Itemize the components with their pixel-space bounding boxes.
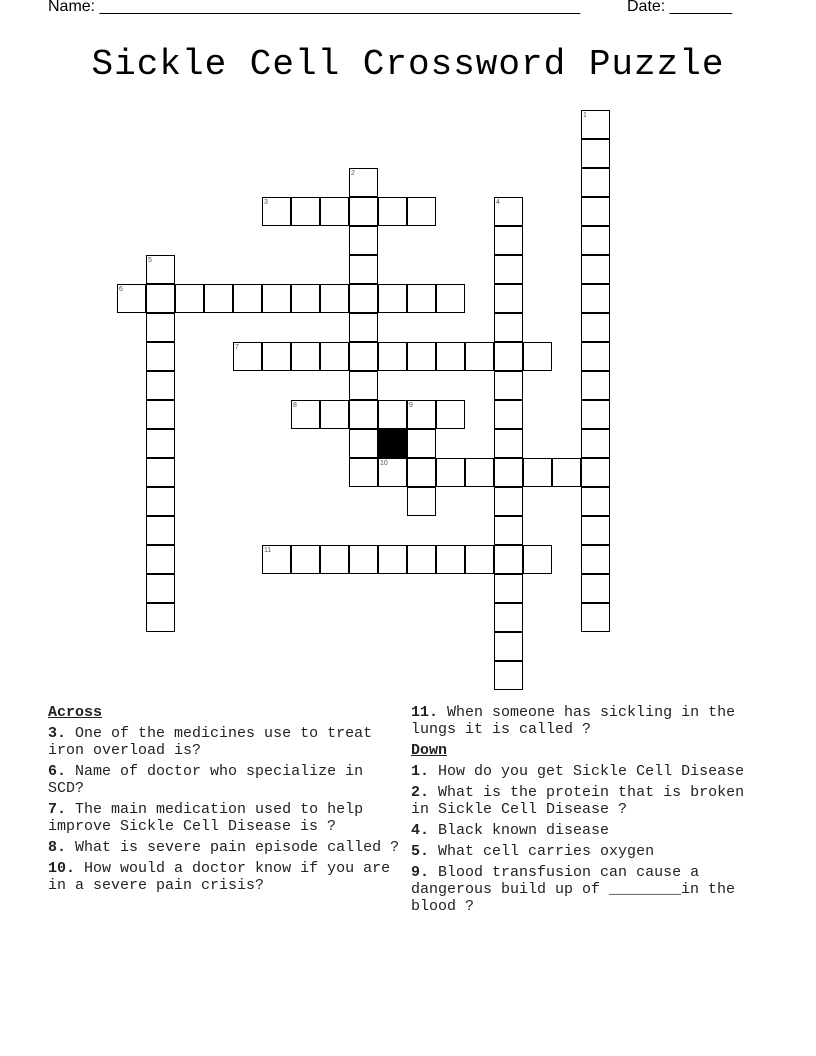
puzzle-title: Sickle Cell Crossword Puzzle: [91, 44, 725, 85]
grid-cell[interactable]: [581, 197, 610, 226]
clue-down-5: 5. What cell carries oxygen: [411, 843, 655, 860]
grid-cell[interactable]: [494, 284, 523, 313]
grid-cell[interactable]: [436, 458, 465, 487]
grid-cell[interactable]: [494, 226, 523, 255]
clue-number-11: 11: [264, 547, 272, 554]
grid-cell[interactable]: [291, 197, 320, 226]
grid-cell[interactable]: [349, 545, 378, 574]
grid-cell[interactable]: [494, 458, 523, 487]
grid-cell[interactable]: [262, 284, 291, 313]
clue-across-8: 8. What is severe pain episode called ?: [48, 839, 400, 856]
grid-cell[interactable]: [407, 545, 436, 574]
grid-cell[interactable]: [436, 284, 465, 313]
grid-cell[interactable]: [146, 545, 175, 574]
grid-cell[interactable]: [146, 458, 175, 487]
grid-cell[interactable]: [349, 458, 378, 487]
grid-cell[interactable]: [349, 197, 378, 226]
grid-cell[interactable]: [204, 284, 233, 313]
grid-cell[interactable]: [146, 400, 175, 429]
grid-cell[interactable]: [146, 574, 175, 603]
grid-cell[interactable]: [494, 255, 523, 284]
grid-cell[interactable]: [146, 603, 175, 632]
grid-cell[interactable]: [581, 168, 610, 197]
grid-cell[interactable]: [494, 516, 523, 545]
grid-cell[interactable]: [146, 342, 175, 371]
clue-number-6: 6: [119, 286, 123, 293]
grid-cell[interactable]: [349, 371, 378, 400]
clue-across-11: 11. When someone has sickling in the lungs it is called ?: [411, 704, 736, 738]
grid-cell[interactable]: [581, 226, 610, 255]
grid-cell[interactable]: [465, 342, 494, 371]
blocked-cell: [378, 429, 407, 458]
grid-cell[interactable]: [552, 458, 581, 487]
grid-cell[interactable]: [436, 400, 465, 429]
grid-cell[interactable]: [349, 313, 378, 342]
grid-cell[interactable]: [494, 487, 523, 516]
grid-cell[interactable]: [349, 226, 378, 255]
clue-number-8: 8: [293, 402, 297, 409]
grid-cell[interactable]: [581, 313, 610, 342]
grid-cell[interactable]: [523, 342, 552, 371]
grid-cell[interactable]: [378, 342, 407, 371]
grid-cell[interactable]: [349, 429, 378, 458]
grid-cell[interactable]: [378, 400, 407, 429]
grid-cell[interactable]: [349, 342, 378, 371]
grid-cell[interactable]: [378, 545, 407, 574]
grid-cell[interactable]: [494, 661, 523, 690]
clue-down-4: 4. Black known disease: [411, 822, 610, 839]
grid-cell[interactable]: [494, 429, 523, 458]
grid-cell[interactable]: [581, 545, 610, 574]
clue-number-1: 1: [583, 112, 587, 119]
grid-cell[interactable]: [494, 342, 523, 371]
clue-down-2: 2. What is the protein that is broken in Sickle Cell Disease ?: [411, 784, 745, 818]
grid-cell[interactable]: [407, 284, 436, 313]
clue-number-3: 3: [264, 199, 268, 206]
grid-cell[interactable]: [262, 342, 291, 371]
grid-cell[interactable]: [494, 400, 523, 429]
grid-cell[interactable]: [523, 458, 552, 487]
grid-cell[interactable]: [175, 284, 204, 313]
grid-cell[interactable]: [407, 342, 436, 371]
grid-cell[interactable]: [233, 284, 262, 313]
name-field[interactable]: Name: ______________________________________________________: [48, 0, 581, 15]
clue-across-6: 6. Name of doctor who specialize in SCD?: [48, 763, 364, 797]
grid-cell[interactable]: [146, 516, 175, 545]
grid-cell[interactable]: [494, 632, 523, 661]
grid-cell[interactable]: [581, 342, 610, 371]
grid-cell[interactable]: [581, 458, 610, 487]
grid-cell[interactable]: [146, 429, 175, 458]
grid-cell[interactable]: [494, 603, 523, 632]
clue-number-9: 9: [409, 402, 413, 409]
across-heading: Across: [48, 704, 103, 721]
grid-cell[interactable]: [494, 574, 523, 603]
grid-cell[interactable]: [407, 197, 436, 226]
grid-cell[interactable]: [523, 545, 552, 574]
grid-cell[interactable]: [349, 255, 378, 284]
grid-cell[interactable]: [494, 545, 523, 574]
grid-cell[interactable]: [581, 516, 610, 545]
clues-left-column: [48, 704, 408, 898]
grid-cell[interactable]: [146, 487, 175, 516]
grid-cell[interactable]: [291, 545, 320, 574]
grid-cell[interactable]: [581, 603, 610, 632]
grid-cell[interactable]: [320, 545, 349, 574]
clue-across-10: 10. How would a doctor know if you are in a severe pain crisis?: [48, 860, 391, 894]
grid-cell[interactable]: [320, 400, 349, 429]
grid-cell[interactable]: [581, 255, 610, 284]
clue-down-9: 9. Blood transfusion can cause a dangerous build up of ________in the blood ?: [411, 864, 736, 915]
grid-cell[interactable]: [581, 487, 610, 516]
date-field[interactable]: Date: _______: [627, 0, 732, 15]
grid-cell[interactable]: [581, 371, 610, 400]
clue-across-7: 7. The main medication used to help improve Sickle Cell Disease is ?: [48, 801, 364, 835]
grid-cell[interactable]: [320, 197, 349, 226]
grid-cell[interactable]: [378, 197, 407, 226]
clue-number-4: 4: [496, 199, 500, 206]
grid-cell[interactable]: [465, 458, 494, 487]
clue-number-2: 2: [351, 170, 355, 177]
grid-cell[interactable]: [581, 139, 610, 168]
clue-number-5: 5: [148, 257, 152, 264]
clue-number-7: 7: [235, 344, 239, 351]
grid-cell[interactable]: [146, 371, 175, 400]
grid-cell[interactable]: [494, 371, 523, 400]
grid-cell[interactable]: [349, 400, 378, 429]
grid-cell[interactable]: [581, 400, 610, 429]
clue-down-1: 1. How do you get Sickle Cell Disease: [411, 763, 745, 780]
grid-cell[interactable]: [581, 429, 610, 458]
grid-cell[interactable]: [291, 342, 320, 371]
grid-cell[interactable]: [378, 284, 407, 313]
grid-cell[interactable]: [146, 313, 175, 342]
grid-cell[interactable]: [581, 574, 610, 603]
clue-number-10: 10: [380, 460, 388, 467]
grid-cell[interactable]: [320, 342, 349, 371]
grid-cell[interactable]: [349, 284, 378, 313]
grid-cell[interactable]: [146, 284, 175, 313]
clues-right-column: [411, 704, 771, 919]
grid-cell[interactable]: [436, 545, 465, 574]
grid-cell[interactable]: [291, 284, 320, 313]
grid-cell[interactable]: [320, 284, 349, 313]
grid-cell[interactable]: [581, 284, 610, 313]
clue-across-3: 3. One of the medicines use to treat iron overload is?: [48, 725, 373, 759]
grid-cell[interactable]: [407, 458, 436, 487]
grid-cell[interactable]: [407, 429, 436, 458]
grid-cell[interactable]: [436, 342, 465, 371]
grid-cell[interactable]: [407, 487, 436, 516]
down-heading: Down: [411, 742, 448, 759]
grid-cell[interactable]: [465, 545, 494, 574]
grid-cell[interactable]: [494, 313, 523, 342]
